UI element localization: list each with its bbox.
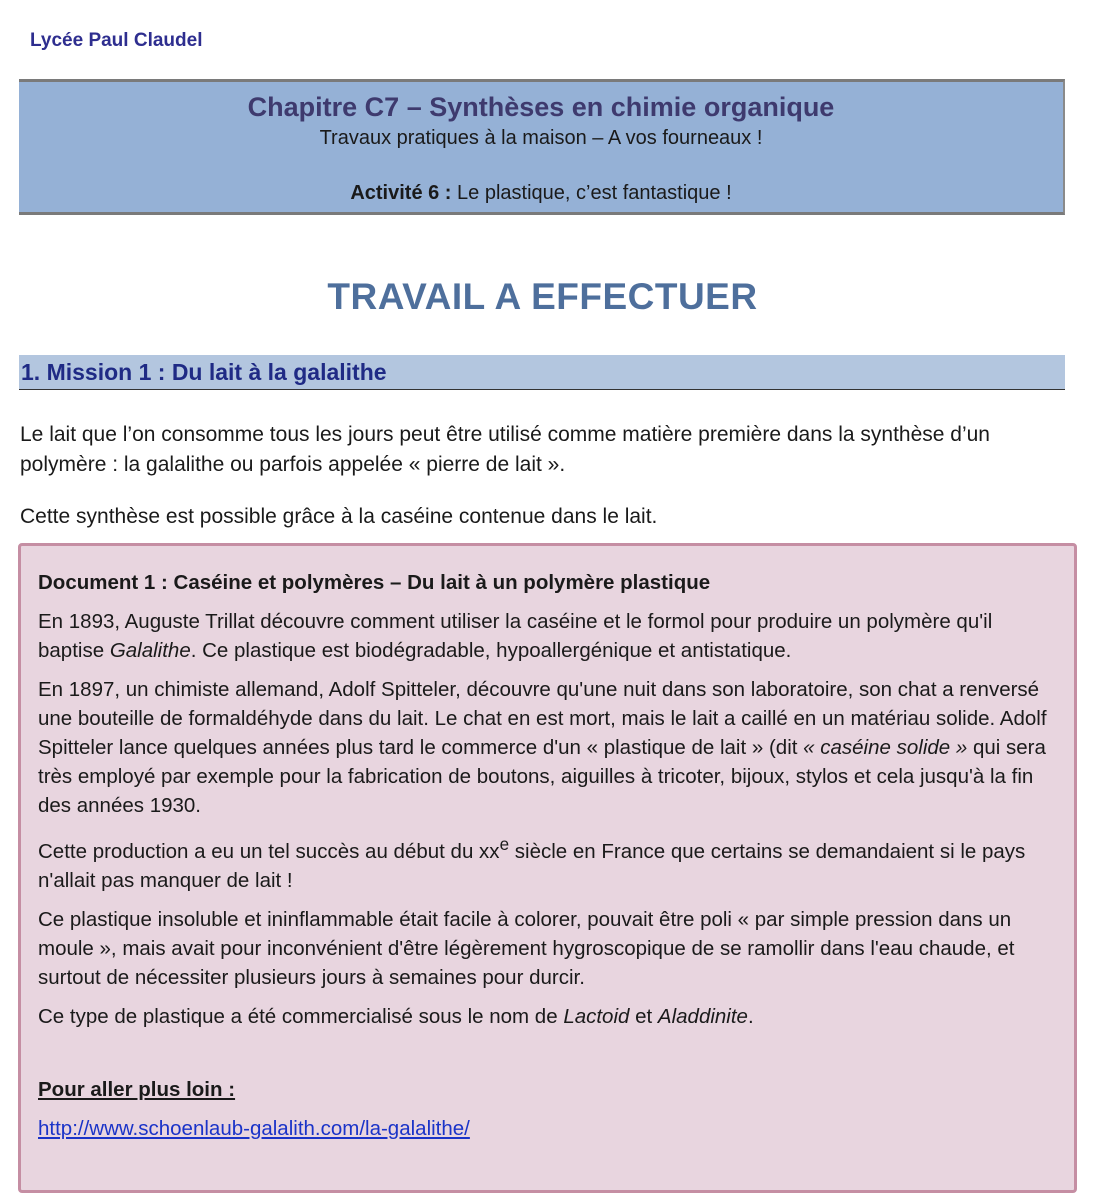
activity-text: Le plastique, c’est fantastique !: [451, 182, 732, 204]
document-paragraph-2: En 1897, un chimiste allemand, Adolf Spitteler, découvre qu'une nuit dans son laboratoire, son chat a renversé une bouteille de formaldéhyde dans du lait. Le chat en est mort, mais le lait a caillé en un matériau solide. Adolf Spitteler lance quelques années plus tard le commerce d'un « plastique de lait » (dit « caséine solide » qui sera très employé par exemple pour la fabrication de boutons, aiguilles à tricoter, bijoux, stylos et cela jusqu'à la fin des années 1930.: [38, 678, 1047, 817]
activity-label: Activité 6 :: [350, 182, 452, 204]
further-reading-label: Pour aller plus loin :: [38, 1077, 236, 1101]
document-paragraph-3: Cette production a eu un tel succès au début du $xx^e$ siècle en France que certains se demandaient si le pays n'allait pas manquer de lait !: [38, 835, 1026, 892]
page-title: TRAVAIL A EFFECTUER: [327, 276, 758, 317]
galalith-link[interactable]: http://www.schoenlaub-galalith.com/la-galalithe/: [38, 1116, 470, 1140]
document-paragraph-4: Ce plastique insoluble et ininflammable était facile à colorer, pouvait être poli « par simple pression dans un moule », mais avait pour inconvénient d'être légèrement hygroscopique de se ramollir dans l'eau chaude, et surtout de nécessiter plusieurs jours à semaines pour durcir.: [38, 907, 1015, 989]
document-paragraph-5: Ce type de plastique a été commercialisé sous le nom de Lactoid et Aladdinite.: [38, 1004, 754, 1028]
chapter-title: Chapitre C7 – Synthèses en chimie organique: [247, 92, 835, 122]
document-box: [18, 543, 1077, 1193]
chapter-subtitle: Travaux pratiques à la maison – A vos fourneaux !: [319, 127, 763, 149]
document-title: Document 1 : Caséine et polymères – Du lait à un polymère plastique: [38, 571, 711, 594]
chapter-header: [19, 79, 1065, 215]
activity-line: [19, 182, 1063, 205]
document-paragraph-1: En 1893, Auguste Trillat découvre comment utiliser la caséine et le formol pour produire un polymère qu'il baptise Galalithe. Ce plastique est biodégradable, hypoallergénique et antistatique.: [38, 610, 993, 662]
synthesis-paragraph: Cette synthèse est possible grâce à la caséine contenue dans le lait.: [20, 505, 658, 528]
mission-heading: 1. Mission 1 : Du lait à la galalithe: [19, 355, 1065, 390]
school-name: Lycée Paul Claudel: [30, 30, 203, 51]
intro-paragraph: Le lait que l’on consomme tous les jours peut être utilisé comme matière première dans la synthèse d’un polymère : la galalithe ou parfois appelée « pierre de lait ».: [20, 423, 990, 476]
